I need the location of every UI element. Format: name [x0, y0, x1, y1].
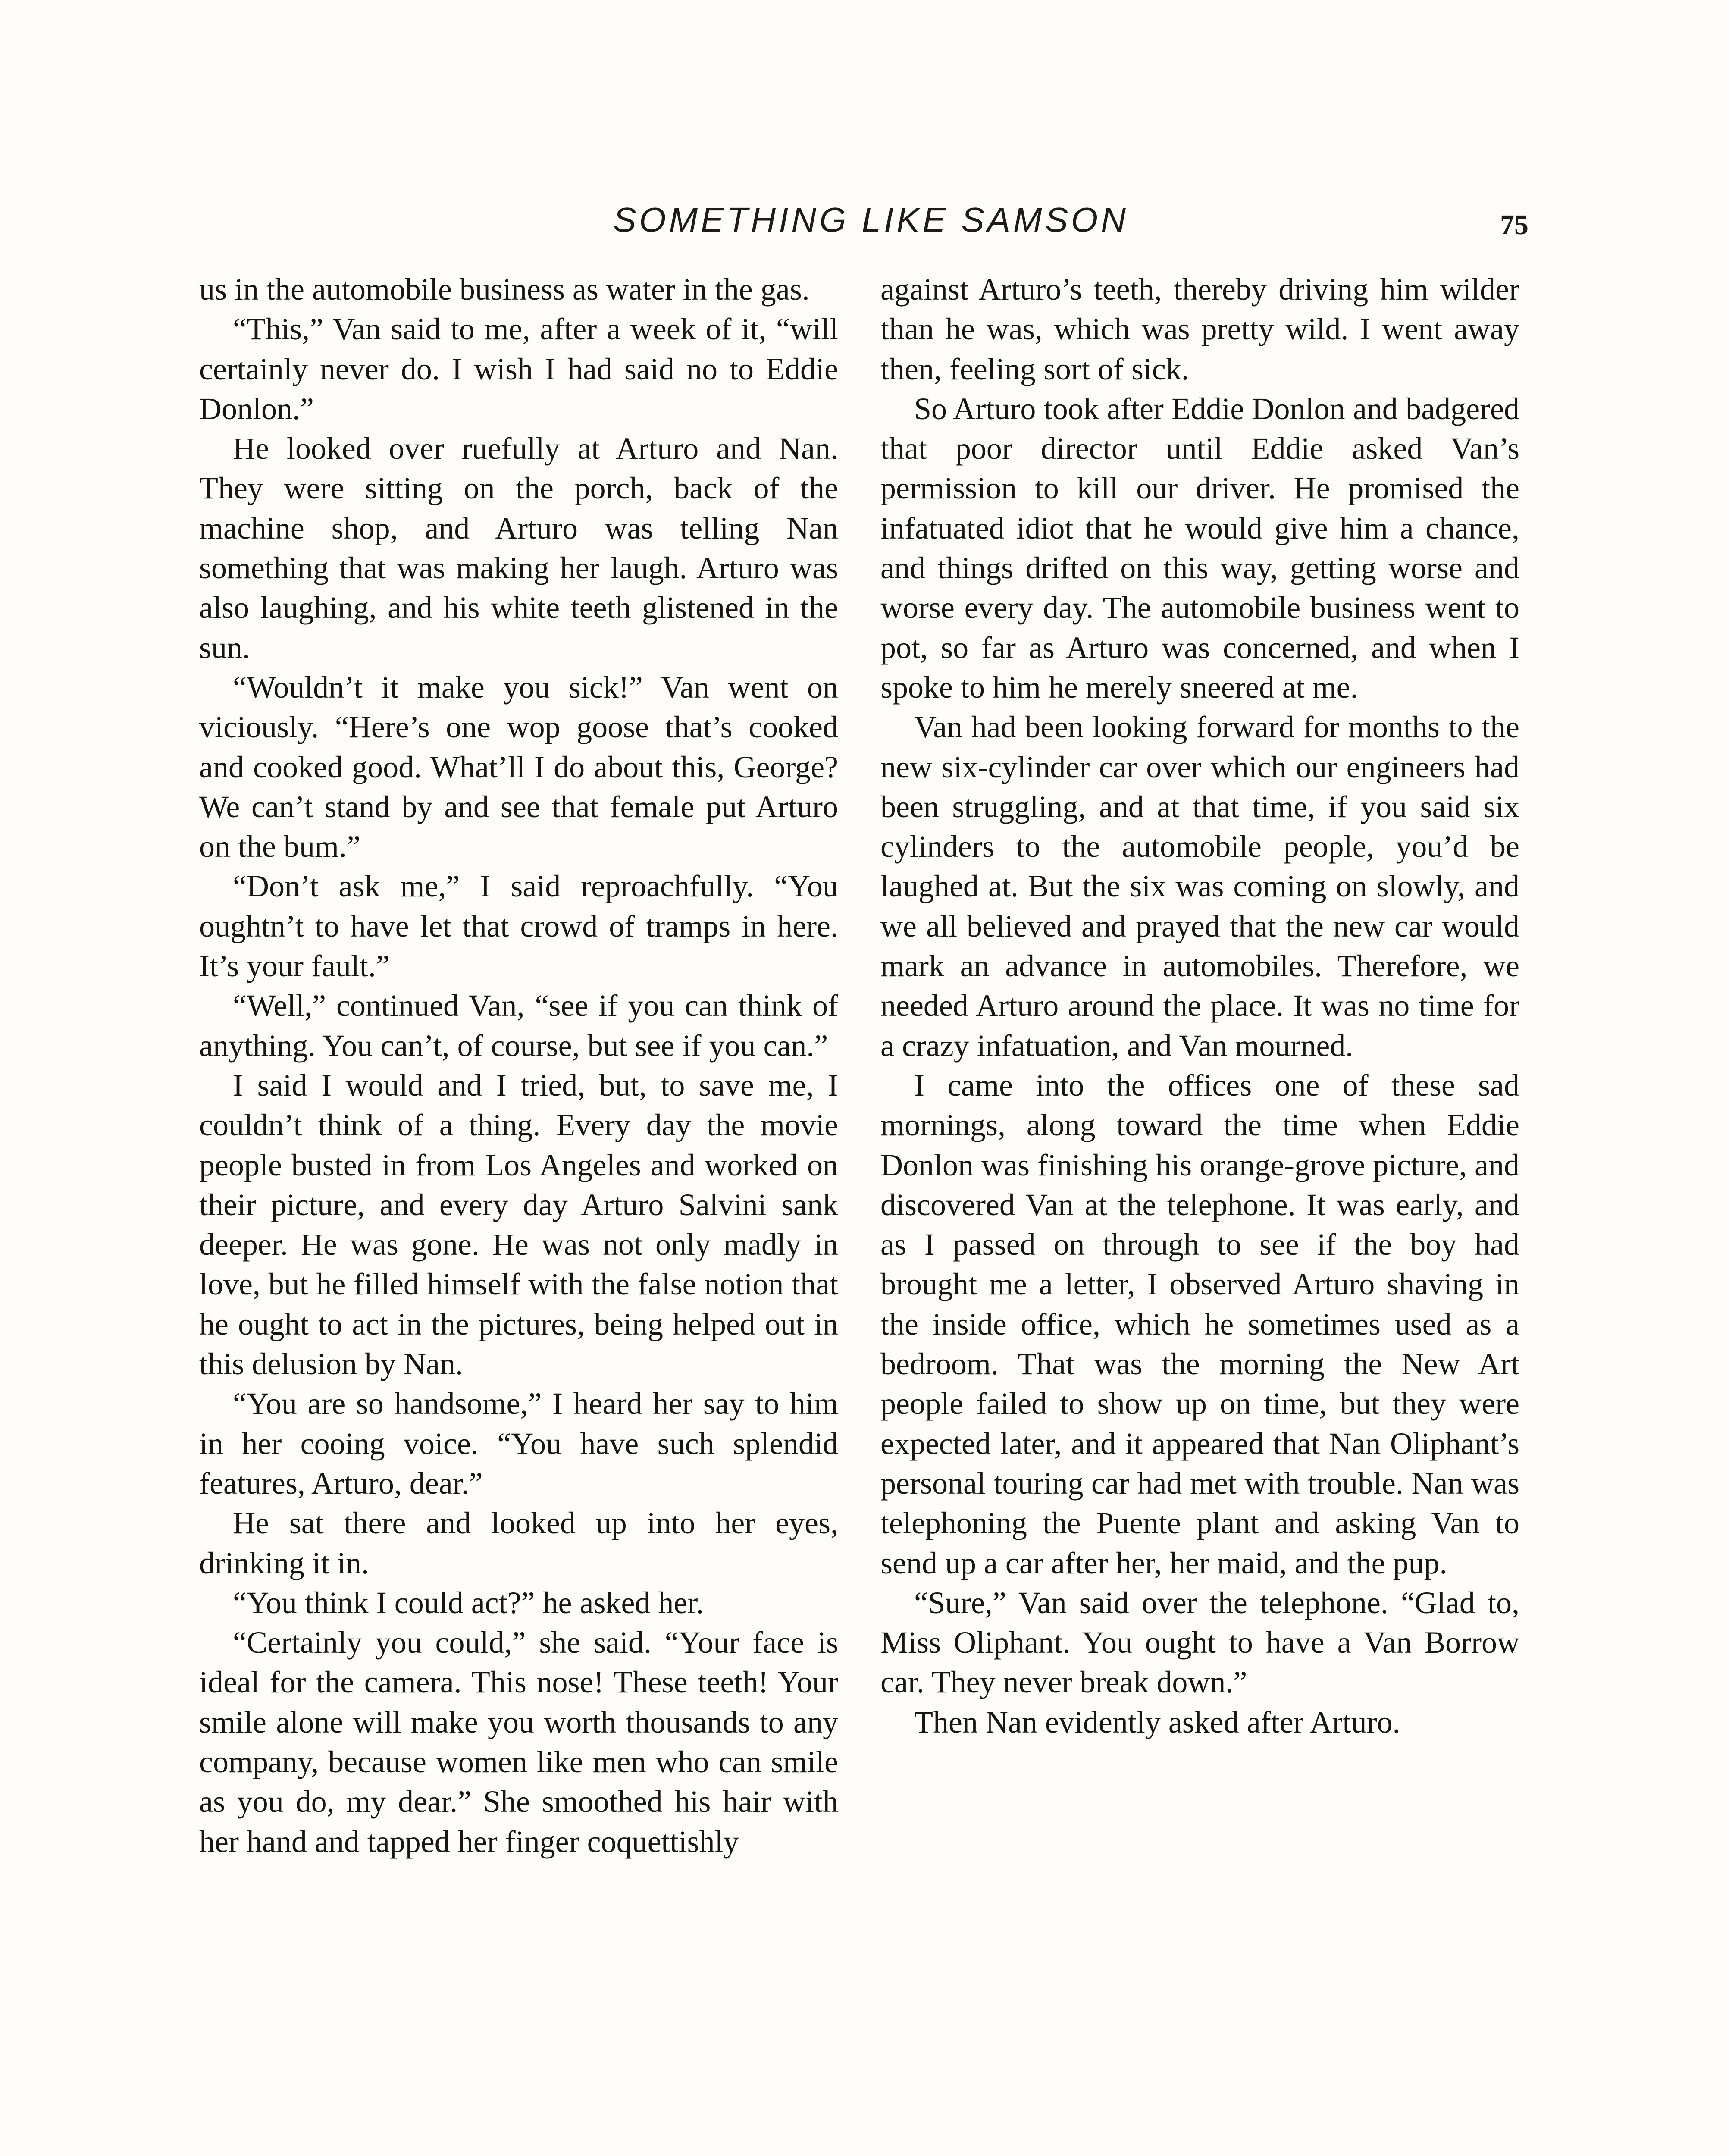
paragraph: Then Nan evidently asked after Arturo. — [914, 1705, 1400, 1739]
paragraph: “Well,” continued Van, “see if you can think of anything. You can’t, of course, but see if you can.” — [199, 988, 838, 1063]
running-title: SOMETHING LIKE SAMSON — [613, 201, 1129, 239]
left-column — [199, 270, 838, 1861]
right-column — [880, 270, 1519, 1742]
paragraph: “Sure,” Van said over the telephone. “Glad to, Miss Oliphant. You ought to have a Van Borrow car. They never break down.” — [880, 1585, 1519, 1700]
paragraph: Van had been looking forward for months to the new six-cylinder car over which our engineers had been struggling, and at that time, if you said six cylinders to the automobile people, you’d be laughed at. But the six was coming on slowly, and we all believed and prayed that the new car would mark an advance in automobiles. Therefore, we needed Arturo around the place. It was no time for a crazy infatuation, and Van mourned. — [880, 710, 1519, 1063]
paragraph: “Don’t ask me,” I said reproachfully. “You oughtn’t to have let that crowd of tramps in here. It’s your fault.” — [199, 869, 838, 984]
paragraph: “Certainly you could,” she said. “Your face is ideal for the camera. This nose! These teeth! Your smile alone will make you worth thousands to any company, because women like men who can smile as you do, my dear.” She smoothed his hair with her hand and tapped her finger coquettishly — [199, 1625, 838, 1859]
paragraph: “You are so handsome,” I heard her say to him in her cooing voice. “You have such splendid features, Arturo, dear.” — [199, 1386, 838, 1501]
paragraph: “You think I could act?” he asked her. — [233, 1585, 704, 1620]
paragraph: So Arturo took after Eddie Donlon and badgered that poor director until Eddie asked Van’s permission to kill our driver. He promised the infatuated idiot that he would give him a chance, and things drifted on this way, getting worse and worse every day. The automobile business went to pot, so far as Arturo was concerned, and when I spoke to him he merely sneered at me. — [880, 391, 1519, 705]
paragraph: I said I would and I tried, but, to save me, I couldn’t think of a thing. Every day the movie people busted in from Los Angeles and worked on their picture, and every day Arturo Salvini sank deeper. He was gone. He was not only madly in love, but he filled himself with the false notion that he ought to act in the pictures, being helped out in this delusion by Nan. — [199, 1068, 838, 1382]
paragraph: “Wouldn’t it make you sick!” Van went on viciously. “Here’s one wop goose that’s cooked and cooked good. What’ll I do about this, George? We can’t stand by and see that female put Arturo on the bum.” — [199, 670, 838, 864]
paragraph: I came into the offices one of these sad mornings, along toward the time when Eddie Donlon was finishing his orange-grove picture, and discovered Van at the telephone. It was early, and as I passed on through to see if the boy had brought me a letter, I observed Arturo shaving in the inside office, which he sometimes used as a bedroom. That was the morning the New Art people failed to show up on time, but they were expected later, and it appeared that Nan Oliphant’s personal touring car had met with trouble. Nan was telephoning the Puente plant and asking Van to send up a car after her, her maid, and the pup. — [880, 1068, 1519, 1580]
paragraph: against Arturo’s teeth, thereby driving him wilder than he was, which was pretty wild. I went away then, feeling sort of sick. — [880, 272, 1519, 386]
paragraph: us in the automobile business as water in the gas. — [199, 272, 810, 307]
page-number: 75 — [1500, 209, 1529, 241]
paragraph: “This,” Van said to me, after a week of it, “will certainly never do. I wish I had said no to Eddie Donlon.” — [199, 312, 838, 426]
paragraph: He looked over ruefully at Arturo and Nan. They were sitting on the porch, back of the machine shop, and Arturo was telling Nan something that was making her laugh. Arturo was also laughing, and his white teeth glistened in the sun. — [199, 431, 838, 665]
paragraph: He sat there and looked up into her eyes, drinking it in. — [199, 1506, 838, 1580]
